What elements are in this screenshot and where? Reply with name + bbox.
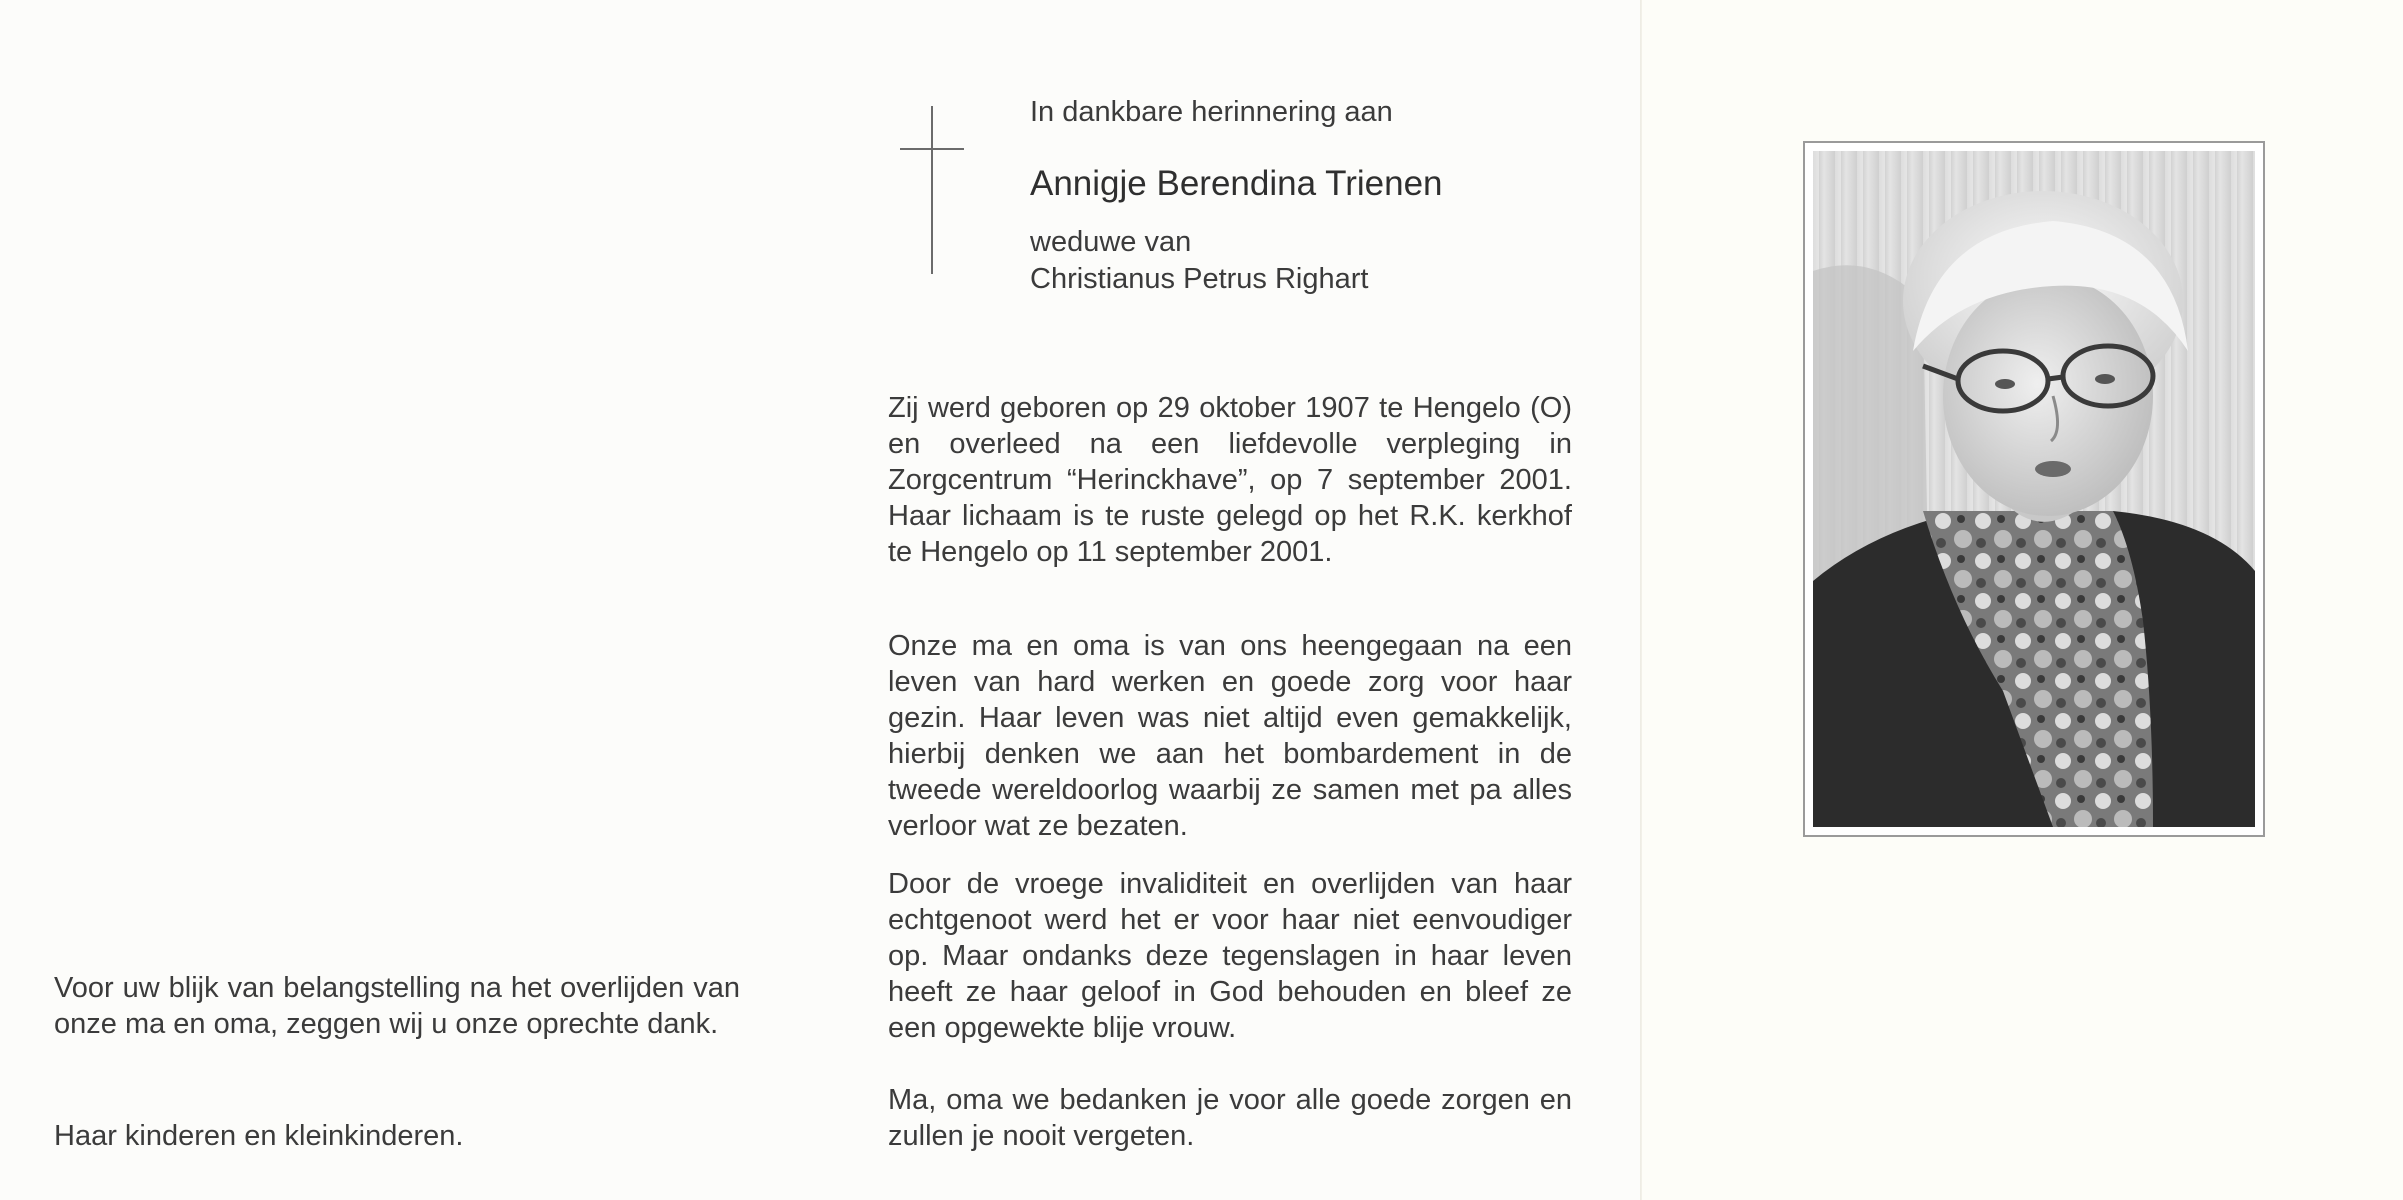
paragraph-life: Onze ma en oma is van ons heengegaan na een leven van hard werken en goede zorg voor haar gezin. Haar leven was niet altijd even gemakkelijk, hierbij denken we aan het bombardement in de tweede wereldoorlog waarbij ze samen met pa alles verloor wat ze bezaten. <box>888 630 1572 842</box>
portrait-photo <box>1813 151 2255 827</box>
signature-text: Haar kinderen en kleinkinderen. <box>54 1120 464 1152</box>
paragraph-birth-death: Zij werd geboren op 29 oktober 1907 te Hengelo (O) en overleed na een liefdevolle verpleging in Zorgcentrum “Herinckhave”, op 7 september 2001. Haar lichaam is te ruste gelegd op het R.K. kerkhof te Hengelo op 11 september 2001. <box>888 392 1572 568</box>
deceased-name: Annigje Berendina Trienen <box>1030 164 1443 203</box>
cross-horizontal-bar <box>900 148 964 150</box>
widow-label: weduwe van <box>1030 226 1192 258</box>
cross-icon <box>900 106 964 274</box>
in-memory-heading: In dankbare herinnering aan <box>1030 96 1393 128</box>
paragraph-farewell: Ma, oma we bedanken je voor alle goede zorgen en zullen je nooit vergeten. <box>888 1084 1572 1152</box>
cross-vertical-bar <box>931 106 933 274</box>
portrait-photo-frame <box>1803 141 2265 837</box>
spouse-name: Christianus Petrus Righart <box>1030 263 1369 295</box>
widow-block <box>1030 224 1368 298</box>
paragraph-faith: Door de vroege invaliditeit en overlijden van haar echtgenoot werd het er voor haar niet eenvoudiger op. Maar ondanks deze tegenslagen in haar leven heeft ze haar geloof in God behouden en bleef ze een opgewekte blije vrouw. <box>888 868 1572 1044</box>
thanks-text: Voor uw blijk van belangstelling na het overlijden van onze ma en oma, zeggen wij u onze oprechte dank. <box>54 972 740 1040</box>
